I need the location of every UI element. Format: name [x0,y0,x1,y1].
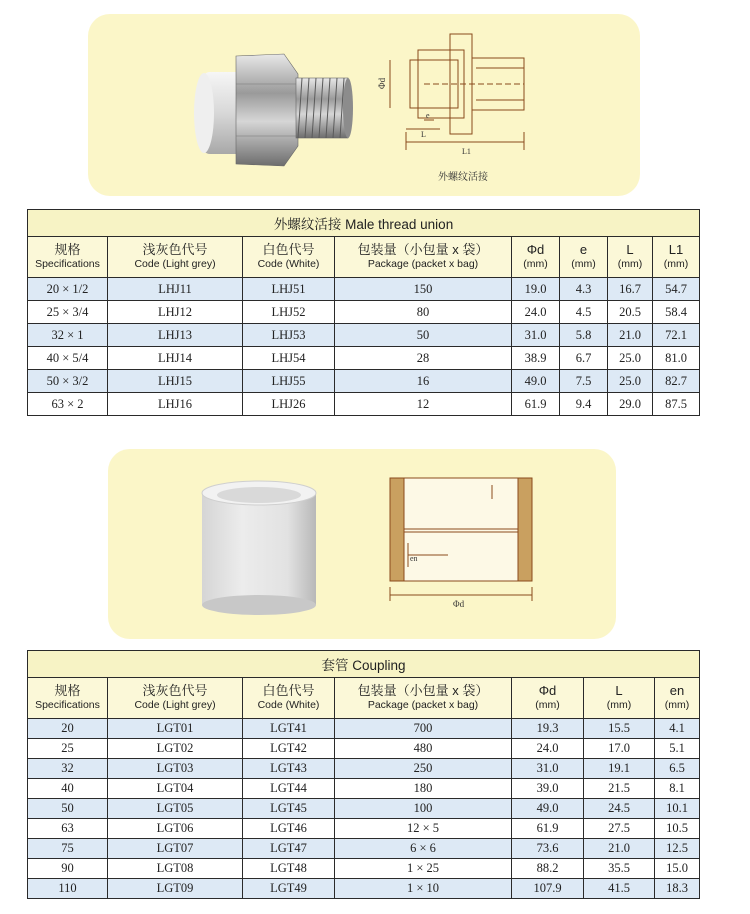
column-header-en: (mm) [523,258,548,270]
table-cell: 41.5 [584,879,655,899]
table-cell: 10.5 [655,819,700,839]
column-header [653,237,700,278]
table-header-row [28,237,700,278]
table-cell: 72.1 [653,324,700,347]
table-row [28,759,700,779]
column-header-en: Specifications [35,258,100,270]
table-cell: 5.8 [560,324,608,347]
column-header [608,237,653,278]
table-cell: 75 [28,839,108,859]
table-cell: 31.0 [512,324,560,347]
table-row [28,347,700,370]
column-header-cn: L [615,683,623,698]
column-header [335,237,512,278]
column-header-en: Code (White) [257,258,320,270]
column-header-cn: 白色代号 [262,242,315,257]
table-cell: 20 [28,719,108,739]
coupling-drawing [108,449,616,639]
table-cell: 61.9 [512,393,560,416]
table-title-row [28,210,700,237]
table-cell: LHJ51 [243,278,335,301]
table-cell: 4.5 [560,301,608,324]
table-cell: 32 [28,759,108,779]
table-row [28,799,700,819]
table-cell: 25 [28,739,108,759]
table-cell: 100 [335,799,512,819]
table-cell: 110 [28,879,108,899]
table-row [28,278,700,301]
table-cell: 63 [28,819,108,839]
table-cell: 16.7 [608,278,653,301]
table-cell: 12.5 [655,839,700,859]
table-cell: 50 [335,324,512,347]
column-header-cn: 白色代号 [262,683,315,698]
table-cell: LGT49 [243,879,335,899]
table-cell: 49.0 [512,799,584,819]
dim-label-l: L [421,130,426,139]
table-cell: LGT43 [243,759,335,779]
dim-label-en: en [410,554,418,563]
table-body [28,278,700,416]
column-header-cn: Φd [526,242,545,257]
table-cell: LGT01 [108,719,243,739]
table-cell: 21.0 [584,839,655,859]
product-panel-male-thread-union [88,14,640,196]
table-cell: 19.1 [584,759,655,779]
table-cell: 16 [335,370,512,393]
table-cell: 49.0 [512,370,560,393]
column-header [243,237,335,278]
table-row [28,819,700,839]
table-row [28,879,700,899]
table-cell: 250 [335,759,512,779]
male-thread-union-table [27,209,700,416]
table-cell: 6.7 [560,347,608,370]
table-row [28,839,700,859]
table-cell: 24.5 [584,799,655,819]
table-cell: 58.4 [653,301,700,324]
column-header [512,237,560,278]
column-header-en: Specifications [35,699,100,711]
product-panel-coupling [108,449,616,639]
table-cell: 40 [28,779,108,799]
table-cell: LHJ54 [243,347,335,370]
male-thread-union-drawing [88,14,640,196]
column-header-cn: L1 [668,242,684,257]
table-cell: 50 × 3/2 [28,370,108,393]
column-header [243,678,335,719]
column-header-en: (mm) [571,258,596,270]
table-row [28,779,700,799]
table-cell: 82.7 [653,370,700,393]
table-cell: 24.0 [512,301,560,324]
column-header-en: (mm) [606,699,632,711]
table-row [28,370,700,393]
dim-label-e: e [426,111,430,120]
column-header-cn: 浅灰色代号 [142,242,208,257]
table-cell: 25.0 [608,370,653,393]
table-cell: 8.1 [655,779,700,799]
column-header-en: (mm) [617,258,643,270]
table-cell: LGT09 [108,879,243,899]
table-cell: 10.1 [655,799,700,819]
column-header [655,678,700,719]
table-cell: LHJ11 [108,278,243,301]
column-header [560,237,608,278]
dim-label-phi-d: Φd [453,599,465,609]
table-cell: LGT07 [108,839,243,859]
table-cell: 32 × 1 [28,324,108,347]
table-row [28,739,700,759]
column-header [584,678,655,719]
table-cell: 25 × 3/4 [28,301,108,324]
table-cell: 38.9 [512,347,560,370]
table-cell: 88.2 [512,859,584,879]
table-cell: LGT47 [243,839,335,859]
column-header [512,678,584,719]
column-header-cn: 包装量（小包量 x 袋） [357,683,489,698]
table-cell: LHJ26 [243,393,335,416]
table-cell: 31.0 [512,759,584,779]
table-cell: LGT08 [108,859,243,879]
table-cell: 87.5 [653,393,700,416]
column-header [108,678,243,719]
table-cell: 29.0 [608,393,653,416]
table-cell: LHJ53 [243,324,335,347]
table-cell: 1 × 10 [335,879,512,899]
table-cell: 80 [335,301,512,324]
coupling-table [27,650,700,899]
column-header-cn: 包装量（小包量 x 袋） [357,242,489,257]
column-header-cn: Φd [538,683,557,698]
table-cell: LGT02 [108,739,243,759]
table-cell: 12 [335,393,512,416]
table-cell: 81.0 [653,347,700,370]
table-cell: 19.0 [512,278,560,301]
table-title: 外螺纹活接 Male thread union [28,210,700,237]
table-cell: 54.7 [653,278,700,301]
column-header [28,237,108,278]
column-header-en: Package (packet x bag) [367,699,479,711]
table-cell: LHJ55 [243,370,335,393]
table-cell: 19.3 [512,719,584,739]
table-cell: LHJ14 [108,347,243,370]
table-row [28,324,700,347]
table-cell: LGT04 [108,779,243,799]
table-cell: 700 [335,719,512,739]
table-cell: 6.5 [655,759,700,779]
table-cell: LHJ16 [108,393,243,416]
column-header-en: Code (White) [257,699,320,711]
table-title-row [28,651,700,678]
table-cell: LHJ52 [243,301,335,324]
table-cell: 480 [335,739,512,759]
column-header-en: (mm) [535,699,560,711]
column-header-en: Code (Light grey) [134,699,216,711]
column-header-en: (mm) [664,699,690,711]
column-header-en: Code (Light grey) [134,258,216,270]
table-cell: 15.5 [584,719,655,739]
table-cell: 4.1 [655,719,700,739]
table-row [28,301,700,324]
table-cell: LGT44 [243,779,335,799]
table-row [28,719,700,739]
column-header [108,237,243,278]
table-cell: 20.5 [608,301,653,324]
table-cell: LGT03 [108,759,243,779]
table-body [28,719,700,899]
table-cell: 5.1 [655,739,700,759]
column-header-cn: L [626,242,634,257]
table-cell: LHJ13 [108,324,243,347]
drawing-caption: 外螺纹活接 [438,172,488,183]
table-cell: 17.0 [584,739,655,759]
table-cell: 35.5 [584,859,655,879]
table-cell: 39.0 [512,779,584,799]
table-cell: 63 × 2 [28,393,108,416]
table-cell: 40 × 5/4 [28,347,108,370]
column-header [28,678,108,719]
table-cell: 1 × 25 [335,859,512,879]
column-header-cn: en [669,683,685,698]
table-cell: 12 × 5 [335,819,512,839]
table-cell: 7.5 [560,370,608,393]
table-cell: 107.9 [512,879,584,899]
table-cell: LHJ12 [108,301,243,324]
table-title: 套管 Coupling [28,651,700,678]
table-cell: 27.5 [584,819,655,839]
dim-label-l1: L1 [462,147,471,156]
table-cell: LGT45 [243,799,335,819]
table-cell: 50 [28,799,108,819]
column-header [335,678,512,719]
table-cell: 73.6 [512,839,584,859]
table-cell: 21.0 [608,324,653,347]
table-cell: 9.4 [560,393,608,416]
table-cell: 61.9 [512,819,584,839]
dim-label-phi-d: Φd [377,77,387,89]
table-cell: 25.0 [608,347,653,370]
table-cell: 21.5 [584,779,655,799]
table-row [28,859,700,879]
table-cell: 20 × 1/2 [28,278,108,301]
table-cell: LGT48 [243,859,335,879]
column-header-cn: e [579,242,588,257]
column-header-cn: 浅灰色代号 [142,683,208,698]
table-cell: LGT46 [243,819,335,839]
table-cell: 6 × 6 [335,839,512,859]
table-cell: LGT42 [243,739,335,759]
table-row [28,393,700,416]
table-cell: 18.3 [655,879,700,899]
column-header-cn: 规格 [54,683,81,698]
table-cell: 150 [335,278,512,301]
table-cell: 24.0 [512,739,584,759]
table-cell: 90 [28,859,108,879]
table-cell: LGT06 [108,819,243,839]
table-cell: 180 [335,779,512,799]
table-cell: LHJ15 [108,370,243,393]
column-header-en: (mm) [663,258,689,270]
column-header-en: Package (packet x bag) [367,258,479,270]
table-cell: 15.0 [655,859,700,879]
table-cell: LGT05 [108,799,243,819]
table-cell: 4.3 [560,278,608,301]
table-cell: 28 [335,347,512,370]
table-cell: LGT41 [243,719,335,739]
table-header-row [28,678,700,719]
column-header-cn: 规格 [54,242,81,257]
